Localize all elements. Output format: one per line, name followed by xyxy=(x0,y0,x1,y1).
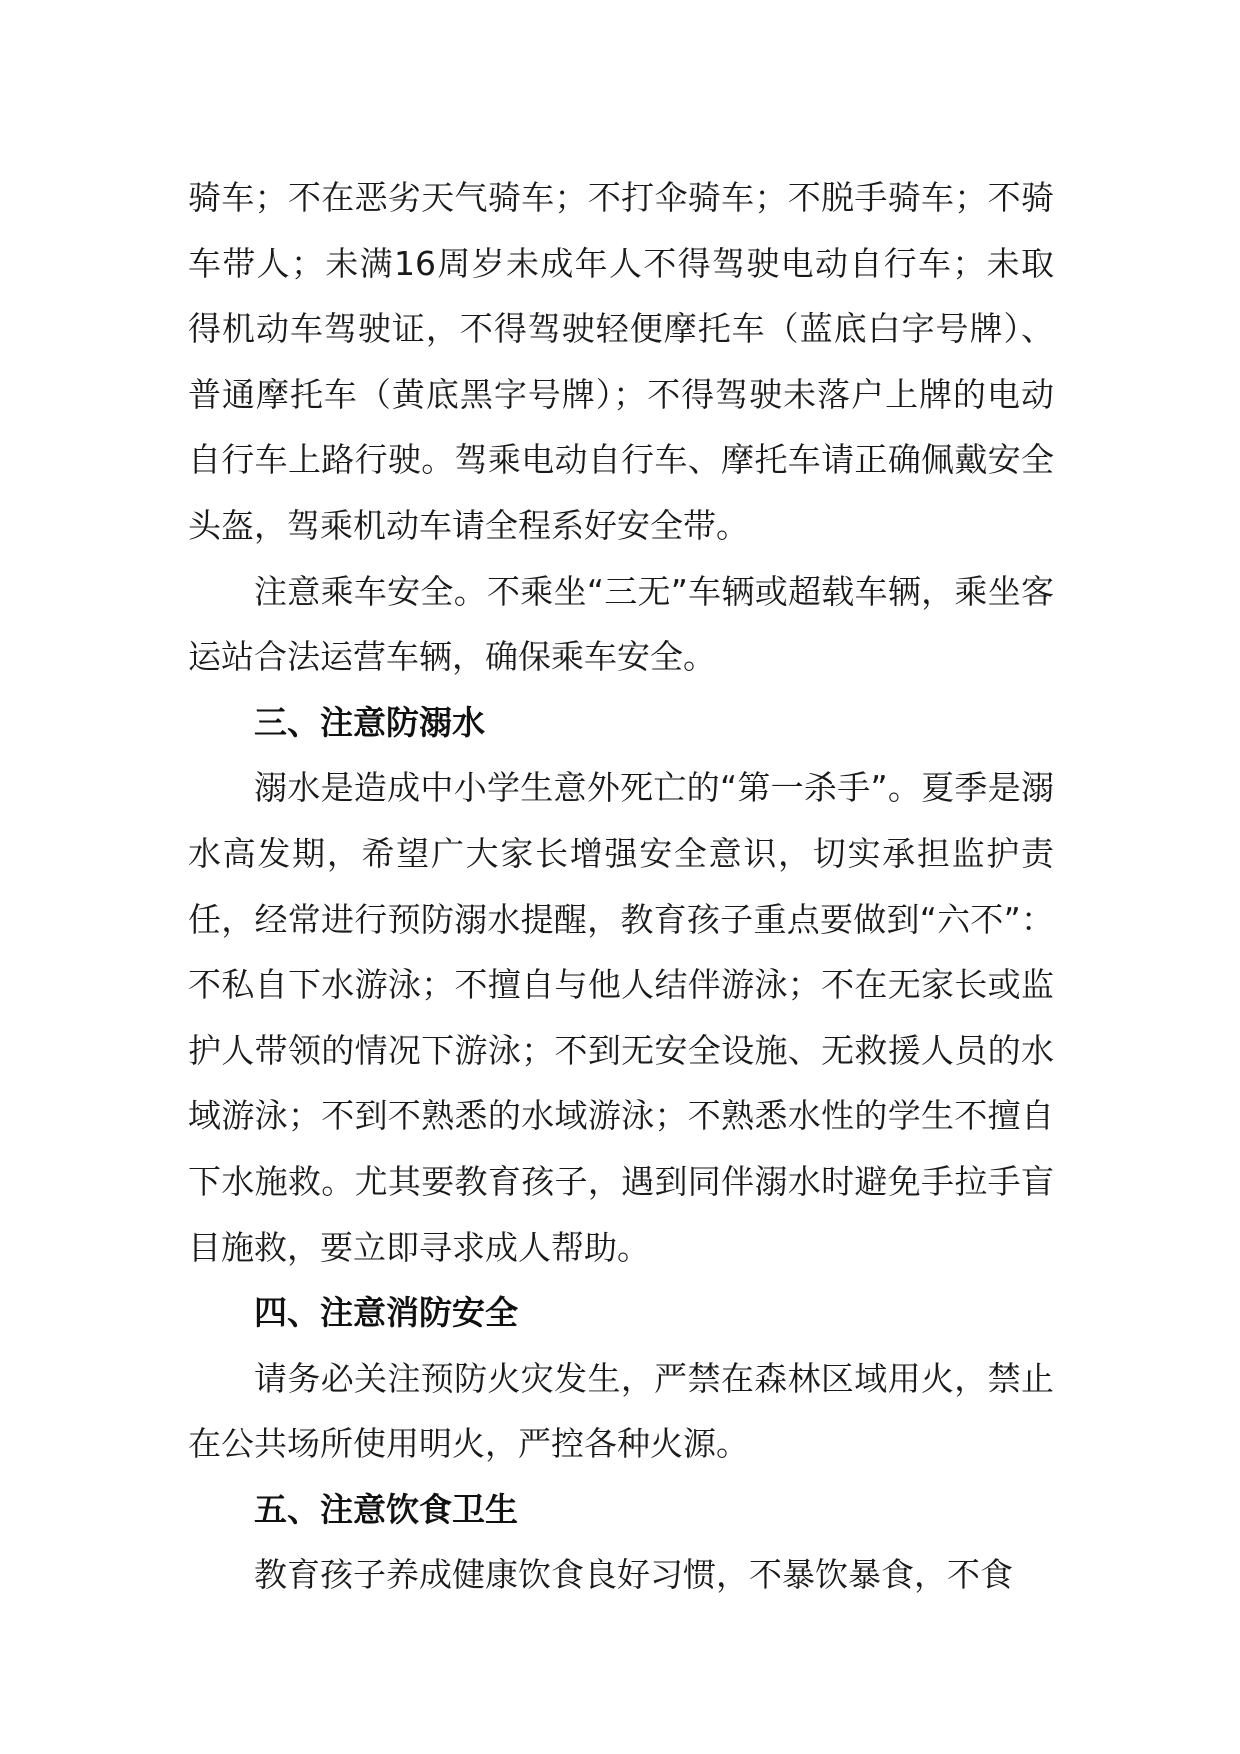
heading-fire-safety: 四、注意消防安全 xyxy=(254,1293,518,1333)
document-body xyxy=(188,165,1054,1608)
paragraph-drowning-prevention: 溺水是造成中小学生意外死亡的“第一杀手”。夏季是溺水高发期，希望广大家长增强安全意识，切实承担监护责任，经常进行预防溺水提醒，教育孩子重点要做到“六不”：不私自下水游泳；不擅自与他人结伴游泳；不在无家长或监护人带领的情况下游泳；不到无安全设施、无救援人员的水域游泳；不到不熟悉的水域游泳；不熟悉水性的学生不擅自下水施救。尤其要教育孩子，遇到同伴溺水时避免手拉手盲目施救，要立即寻求成人帮助。 xyxy=(188,768,1054,1267)
heading-food-hygiene: 五、注意饮食卫生 xyxy=(254,1489,518,1529)
heading-drowning-prevention: 三、注意防溺水 xyxy=(254,702,485,742)
paragraph-food-hygiene: 教育孩子养成健康饮食良好习惯，不暴饮暴食，不食 xyxy=(254,1555,1013,1595)
paragraph-traffic-rules: 骑车；不在恶劣天气骑车；不打伞骑车；不脱手骑车；不骑车带人；未满16周岁未成年人不得驾驶电动自行车；未取得机动车驾驶证，不得驾驶轻便摩托车（蓝底白字号牌）、普通摩托车（黄底黑字号牌）；不得驾驶未落户上牌的电动自行车上路行驶。驾乘电动自行车、摩托车请正确佩戴安全头盔，驾乘机动车请全程系好安全带。 xyxy=(188,178,1054,545)
paragraph-fire-safety: 请务必关注预防火灾发生，严禁在森林区域用火，禁止在公共场所使用明火，严控各种火源。 xyxy=(188,1358,1054,1464)
paragraph-riding-safety: 注意乘车安全。不乘坐“三无”车辆或超载车辆，乘坐客运站合法运营车辆，确保乘车安全。 xyxy=(188,571,1054,677)
